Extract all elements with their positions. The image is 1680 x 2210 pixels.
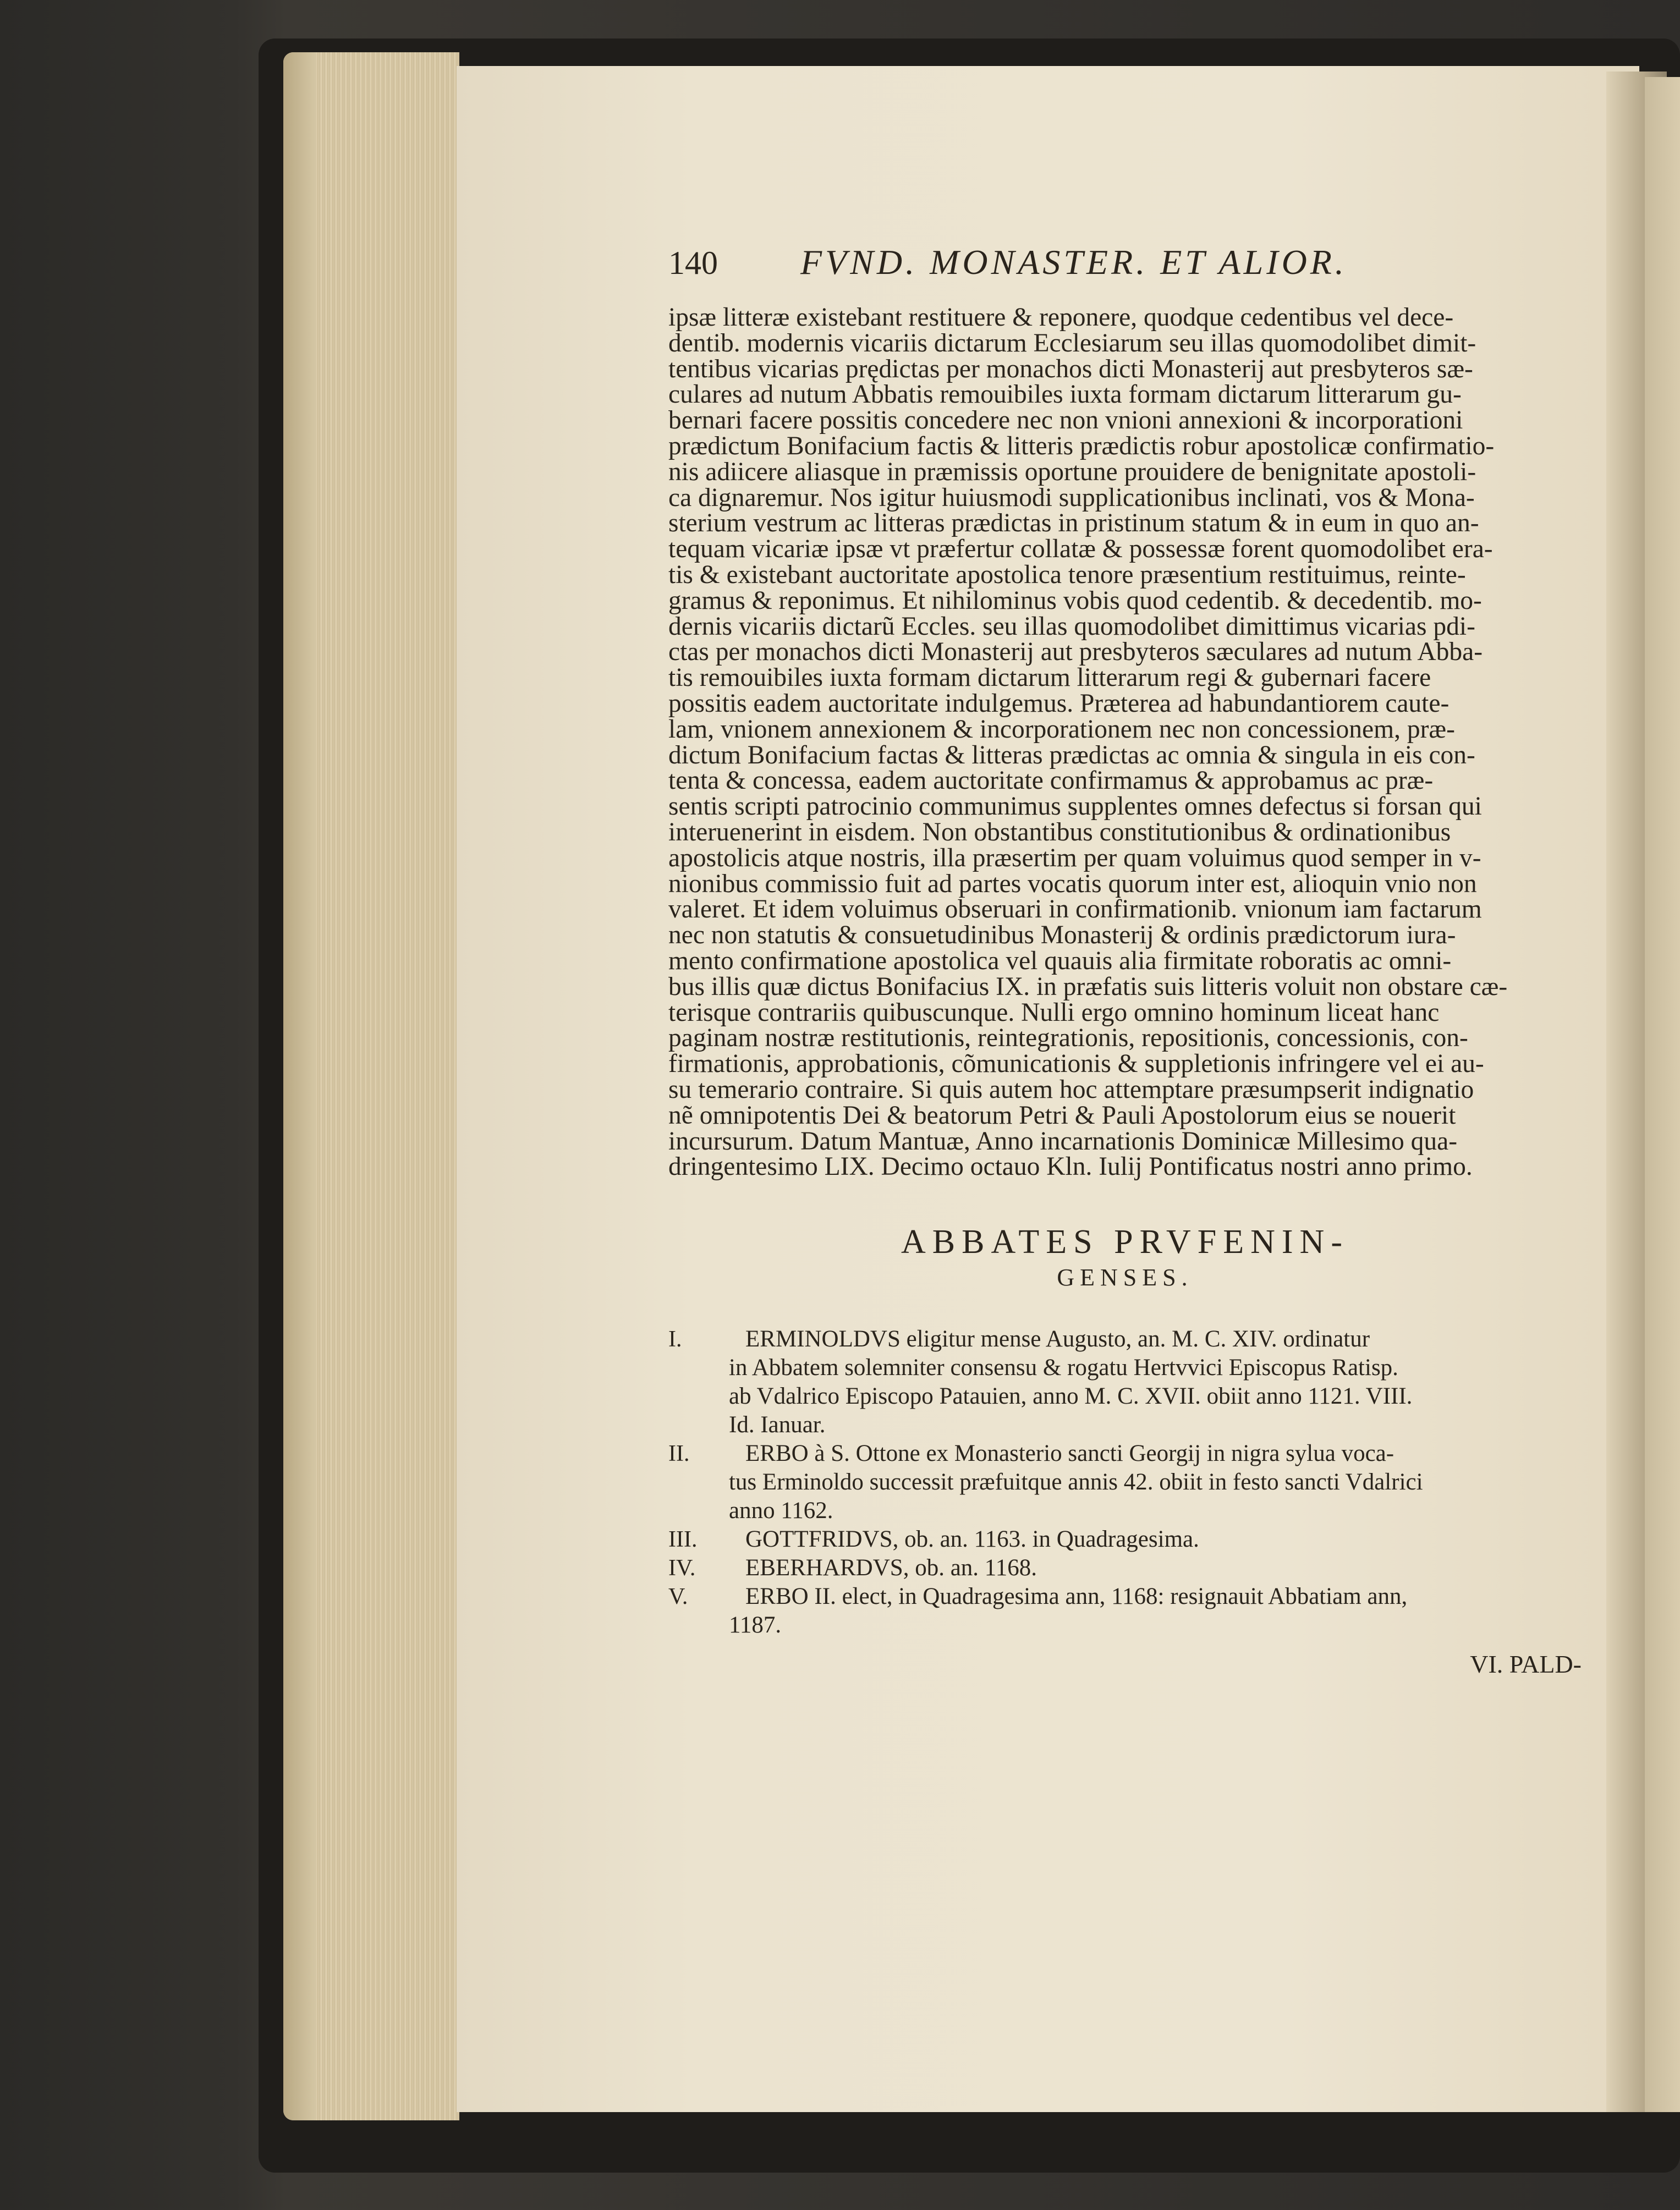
text-line: possitis eadem auctoritate indulgemus. Præterea ad habundantiorem caute- [668, 689, 1450, 718]
list-item [668, 1525, 1582, 1554]
entry-numeral: IV. [668, 1555, 696, 1581]
text-line: lam, vnionem annexionem & incorporationem nec non concessionem, præ- [668, 714, 1455, 744]
text-line: nẽ omnipotentis Dei & beatorum Petri & Pauli Apostolorum eius se nouerit [668, 1101, 1456, 1130]
text-line: bernari facere possitis concedere nec non vnioni annexioni & incorporationi [668, 406, 1463, 435]
text-line: tentibus vicarias prędictas per monachos dicti Monasterij aut presbyteros sæ- [668, 354, 1473, 383]
entry-line: ERBO II. elect, in Quadragesima ann, 1168: resignauit Abbatiam ann, [745, 1584, 1408, 1610]
text-line: culares ad nutum Abbatis remouibiles iuxta formam dictarum litterarum gu- [668, 380, 1462, 409]
section-heading [668, 1222, 1582, 1293]
entry-line: 1187. [729, 1612, 782, 1639]
entry-numeral: II. [668, 1441, 690, 1467]
text-line: tis remouibiles iuxta formam dictarum litterarum regi & gubernari facere [668, 663, 1431, 692]
text-line: dentib. modernis vicariis dictarum Ecclesiarum seu illas quomodolibet dimit- [668, 328, 1476, 358]
text-line: ca dignaremur. Nos igitur huiusmodi supplicationibus inclinati, vos & Mona- [668, 483, 1475, 512]
entry-line: EBERHARDVS, ob. an. 1168. [745, 1555, 1037, 1581]
entry-numeral: III. [668, 1527, 698, 1553]
entry-line: ab Vdalrico Episcopo Patauien, anno M. C. XVII. obiit anno 1121. VIII. [729, 1383, 1413, 1410]
text-line: paginam nostræ restitutionis, reintegrationis, repositionis, concessionis, con- [668, 1024, 1468, 1053]
page-number: 140 [668, 245, 718, 281]
text-line: ctas per monachos dicti Monasterij aut presbyteros sæculares ad nutum Abba- [668, 637, 1483, 667]
text-line: ipsæ litteræ existebant restituere & reponere, quodque cedentibus vel dece- [668, 303, 1454, 332]
page-text-block [668, 242, 1582, 1683]
catchword: VI. PALD- [1470, 1650, 1582, 1679]
text-line: tequam vicariæ ipsæ vt præfertur collatæ & possessæ forent quomodolibet era- [668, 535, 1493, 564]
running-title: FVND. MONASTER. ET ALIOR. [800, 243, 1347, 282]
text-line: apostolicis atque nostris, illa præsertim per quam voluimus quod semper in v- [668, 843, 1481, 872]
text-line: incursurum. Datum Mantuæ, Anno incarnationis Dominicæ Millesimo qua- [668, 1126, 1458, 1156]
text-line: nis adiicere aliasque in præmissis oportune prouidere de benignitate apostoli- [668, 457, 1476, 486]
text-line: valeret. Et idem voluimus obseruari in confirmationib. vnionum iam factarum [668, 895, 1482, 924]
text-line: gramus & reponimus. Et nihilominus vobis quod cedentib. & decedentib. mo- [668, 586, 1482, 615]
text-line: tenta & concessa, eadem auctoritate confirmamus & approbamus ac præ- [668, 766, 1434, 795]
text-line: bus illis quæ dictus Bonifacius IX. in præfatis suis litteris voluit non obstare cæ- [668, 972, 1508, 1001]
section-heading-line-2: GENSES. [1057, 1264, 1193, 1291]
text-line: dringentesimo LIX. Decimo octauo Kln. Iulij Pontificatus nostri anno primo. [668, 1152, 1473, 1181]
list-item [668, 1325, 1582, 1439]
text-line: firmationis, approbationis, cõmunicationis & suppletionis infringere vel ei au- [668, 1049, 1484, 1079]
text-line: dernis vicariis dictarũ Eccles. seu illas quomodolibet dimittimus vicarias pdi- [668, 612, 1475, 641]
entry-numeral: I. [668, 1327, 682, 1353]
text-line: sterium vestrum ac litteras prædictas in pristinum statum & in eum in quo an- [668, 509, 1479, 538]
text-line: tis & existebant auctoritate apostolica tenore præsentium restituimus, reinte- [668, 560, 1466, 589]
entry-line: tus Erminoldo successit præfuitque annis 42. obiit in festo sancti Vdalrici [729, 1469, 1423, 1496]
text-line: nionibus commissio fuit ad partes vocatis quorum inter est, alioquin vnio non [668, 869, 1477, 898]
text-line: nec non statutis & consuetudinibus Monasterij & ordinis prædictorum iura- [668, 921, 1456, 950]
running-head [668, 242, 1582, 297]
text-line: su temerario contraire. Si quis autem hoc attemptare præsumpserit indignatio [668, 1075, 1474, 1104]
text-line: terisque contrariis quibuscunque. Nulli ergo omnino hominum liceat hanc [668, 998, 1440, 1027]
entry-line: anno 1162. [729, 1498, 833, 1524]
book-edge-outer [283, 52, 316, 2120]
text-line: mento confirmatione apostolica vel quauis alia firmitate roboratis ac omni- [668, 946, 1452, 975]
entry-line: ERBO à S. Ottone ex Monasterio sancti Georgij in nigra sylua voca- [745, 1441, 1394, 1467]
text-line: sentis scripti patrocinio communimus supplentes omnes defectus si forsan qui [668, 792, 1482, 821]
abbot-list [668, 1325, 1582, 1640]
entry-line: Id. Ianuar. [729, 1412, 826, 1438]
text-line: prædictum Bonifacium factis & litteris prædictis robur apostolicæ confirmatio- [668, 431, 1495, 460]
list-item [668, 1582, 1582, 1640]
list-item [668, 1439, 1582, 1525]
entry-line: ERMINOLDVS eligitur mense Augusto, an. M. C. XIV. ordinatur [745, 1326, 1370, 1353]
body-text [668, 305, 1582, 1180]
facing-page-edge [1645, 77, 1680, 2112]
list-item [668, 1554, 1582, 1582]
entry-line: GOTTFRIDVS, ob. an. 1163. in Quadragesima. [745, 1526, 1199, 1553]
text-line: dictum Bonifacium factas & litteras prædictas ac omnia & singula in eis con- [668, 740, 1475, 769]
entry-line: in Abbatem solemniter consensu & rogatu Hertvvici Episcopus Ratisp. [729, 1355, 1398, 1381]
entry-numeral: V. [668, 1584, 688, 1610]
section-heading-line-1: ABBATES PRVFENIN- [901, 1223, 1349, 1261]
text-line: interuenerint in eisdem. Non obstantibus constitutionibus & ordinationibus [668, 817, 1451, 846]
